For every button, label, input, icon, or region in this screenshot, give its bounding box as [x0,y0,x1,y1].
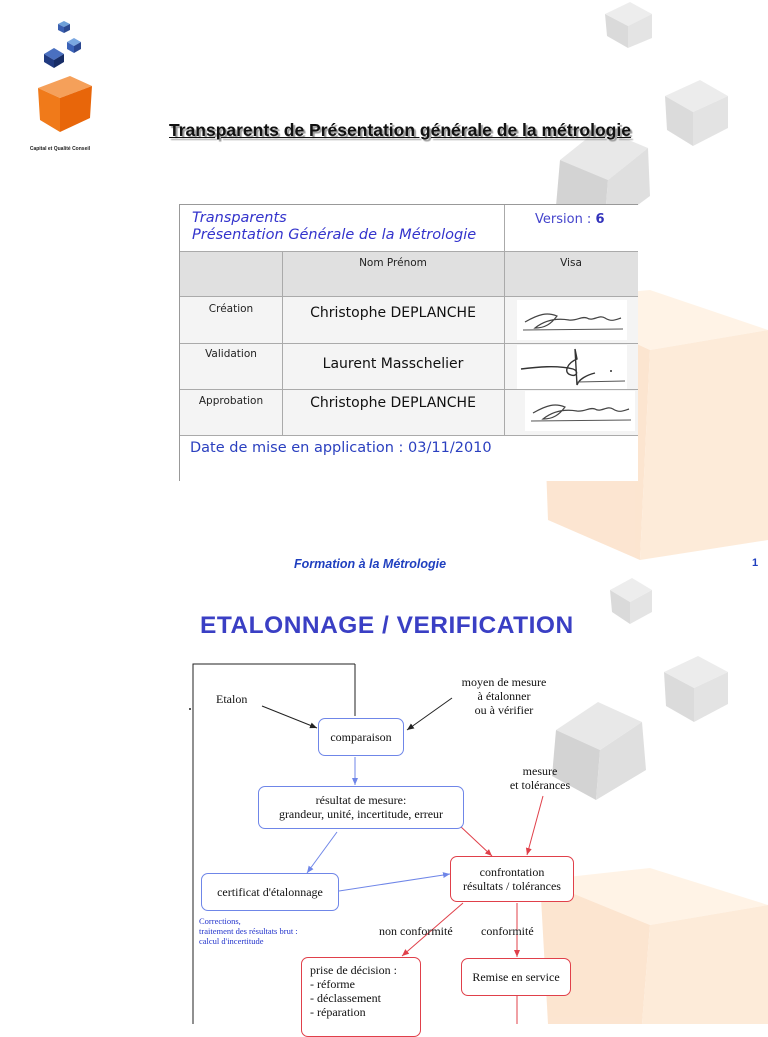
instrument-label: moyen de mesure à étalonner ou à vérifier [461,675,547,717]
application-date: Date de mise en application : 03/11/2010 [190,440,492,456]
document-title-line2: Présentation Générale de la Métrologie [192,227,477,243]
page-number: 1 [752,557,759,569]
decision-node: prise de décision : - réforme - déclassement - réparation [301,957,421,1037]
mesure-tolerances-label: mesure et tolérances [509,764,571,792]
certificat-node: certificat d'étalonnage [201,873,339,911]
person-validation: Laurent Masschelier [322,356,464,372]
person-creation: Christophe DEPLANCHE [310,305,476,321]
person-approbation: Christophe DEPLANCHE [310,395,476,411]
role-validation: Validation [205,348,257,360]
slide-footer: Formation à la Métrologie [294,557,447,571]
company-name: Capital et Qualité Conseil [29,146,91,152]
role-approbation: Approbation [198,395,264,407]
corrections-note: Corrections, traitement des résultats brut : calcul d'incertitude [199,916,298,946]
non-conformite-label: non conformité [379,924,453,938]
resultat-node: résultat de mesure: grandeur, unité, incertitude, erreur [258,786,464,829]
document-title-line1: Transparents [192,210,287,226]
slide-title: ETALONNAGE / VERIFICATION [200,612,574,639]
conformite-label: conformité [481,924,534,938]
role-creation: Création [208,303,254,315]
remise-en-service-node: Remise en service [461,958,571,996]
comparaison-node: comparaison [318,718,404,756]
confrontation-node: confrontation résultats / tolérances [450,856,574,902]
page-title: Transparents de Présentation générale de la métrologie [169,120,631,140]
version-label: Version : 6 [535,212,605,227]
column-header-name: Nom Prénom [359,257,427,269]
etalon-label: Etalon [216,692,248,706]
version-value: 6 [595,212,605,227]
column-header-visa: Visa [560,257,582,269]
